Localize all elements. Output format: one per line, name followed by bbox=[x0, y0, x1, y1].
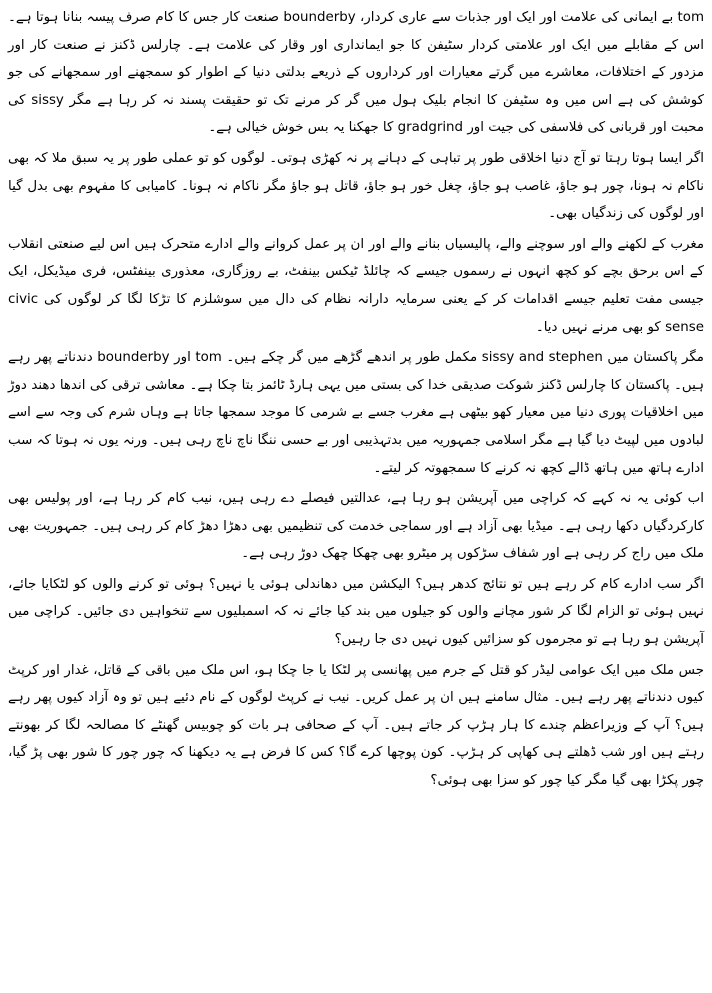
paragraph-3: مغرب کے لکھنے والے اور سوچنے والے، پالیسیاں بنانے والے اور ان پر عمل کروانے والے ادارے متحرک ہیں اس لیے صنعتی انقلاب کے اس برحق بچے کو کچھ انہوں نے رسموں جیسے کہ چائلڈ ٹیکس بینفٹ، بے روزگاری، معذوری بینفٹس، فری میڈیکل، ایک جیسی مفت تعلیم جیسے اقدامات کر کے یعنی سرمایہ دارانہ نظام کی دال میں سوشلزم کا تڑکا لگا کر لوگوں کی civic sense کو بھی مرنے نہیں دیا۔ bbox=[8, 236, 704, 335]
paragraph-4: مگر پاکستان میں sissy and stephen مکمل طور پر اندھے گڑھے میں گر چکے ہیں۔ tom اور bounderby دندناتے پھر رہے ہیں۔ پاکستان کا چارلس ڈکنز شوکت صدیقی خدا کی بستی میں یہی ہارڈ ٹائمز بتا چکا ہے۔ معاشی ترقی کی اندھا دھند دوڑ میں اخلاقیات پوری دنیا میں معیار کھو بیٹھی ہے مغرب جسے بے شرمی کا موجد سمجھا جاتا ہے وہاں شرم کی وجہ سے اسے لبادوں میں لپیٹ دیا گیا ہے مگر اسلامی جمہوریہ میں بدتہذیبی اور بے حسی ننگا ناچ ناچ رہی ہیں۔ ورنہ یوں نہ ہوتا کہ سب ادارے ہاتھ میں ہاتھ ڈالے کچھ نہ کرنے کا سمجھوتہ کر لیتے۔ bbox=[8, 350, 704, 476]
paragraph-6: اگر سب ادارے کام کر رہے ہیں تو نتائج کدھر ہیں؟ الیکشن میں دھاندلی ہوئی یا نہیں؟ ہوئی تو کرنے والوں کو لٹکایا جائے، نہیں ہوئی تو الزام لگا کر شور مچانے والوں کو جیلوں میں بند کیا جائے نہ کہ اسمبلیوں سے تنخواہیں دی جائیں۔ کراچی میں آپریشن ہو رہا ہے تو مجرموں کو سزائیں کیوں نہیں دی جا رہیں؟ bbox=[8, 576, 704, 648]
paragraph-7: جس ملک میں ایک عوامی لیڈر کو قتل کے جرم میں پھانسی پر لٹکا یا جا چکا ہو، اس ملک میں باقی کے قاتل، غدار اور کرپٹ کیوں دندناتے پھر رہے ہیں۔ مثال سامنے ہیں ان پر عمل کریں۔ نیب نے کرپٹ لوگوں کے نام دئیے ہیں تو وہ آزاد کیوں پھر رہے ہیں؟ آپ کے وزیراعظم چندے کا ہار ہڑپ کر جاتے ہیں۔ آپ کے صحافی ہر بات کو چوبیس گھنٹے کا مصالحہ لگا کر بھونتے رہتے ہیں اور شب ڈھلتے ہی کھاپی کر ہڑپ۔ کون پوچھا کرے گا؟ کس کا فرض ہے یہ دیکھنا کہ چور چور کا شور بھی پڑ گیا، چور پکڑا بھی گیا مگر کیا چور کو سزا بھی ہوئی؟ bbox=[8, 662, 704, 789]
paragraph-5: اب کوئی یہ نہ کہے کہ کراچی میں آپریشن ہو رہا ہے، عدالتیں فیصلے دے رہی ہیں، نیب کام کر رہا ہے، اور پولیس بھی کارکردگیاں دکھا رہی ہے۔ میڈیا بھی آزاد ہے اور سماجی خدمت کی تنظیمیں بھی دھڑا دھڑ کام کر رہی ہیں۔ جمہوریت بھی ملک میں راج کر رہی ہے اور شفاف سڑکوں پر میٹرو بھی چھکا چھک دوڑ رہی ہے۔ bbox=[8, 491, 704, 562]
paragraph-2: اگر ایسا ہوتا رہتا تو آج دنیا اخلاقی طور پر تباہی کے دہانے پر نہ کھڑی ہوتی۔ لوگوں کو تو عملی طور پر یہ سبق ملا کہ بھی ناکام نہ ہونا، چور ہو جاؤ، غاصب ہو جاؤ، چغل خور ہو جاؤ، قاتل ہو جاؤ مگر ناکام نہ ہونا۔ کامیابی کا مفہوم بھی بدل گیا اور لوگوں کی زندگیاں بھی۔ bbox=[8, 150, 704, 222]
paragraph-1: tom بے ایمانی کی علامت اور ایک اور جذبات سے عاری کردار، bounderby صنعت کار جس کا کام صرف پیسہ بنانا ہوتا ہے۔ اس کے مقابلے میں ایک اور علامتی کردار سٹیفن کا جو ایمانداری اور وقار کی علامت ہے۔ چارلس ڈکنز نے صنعت کار اور مزدور کے اختلافات، معاشرے میں گرتے معیارات اور کرداروں کے ذریعے بدلتی دنیا کے اطوار کو سمجھنے اور سمجھانے کی جو کوشش کی ہے اس میں وہ سٹیفن کا انجام بلیک ہول میں گر کر مرنے تک تو حقیقت پسند نہ کر رہا ہے مگر sissy کی محبت اور قربانی کی فلاسفی کی جیت اور gradgrind کا جھکنا یہ بس خوش خیالی ہے۔ bbox=[8, 10, 704, 136]
